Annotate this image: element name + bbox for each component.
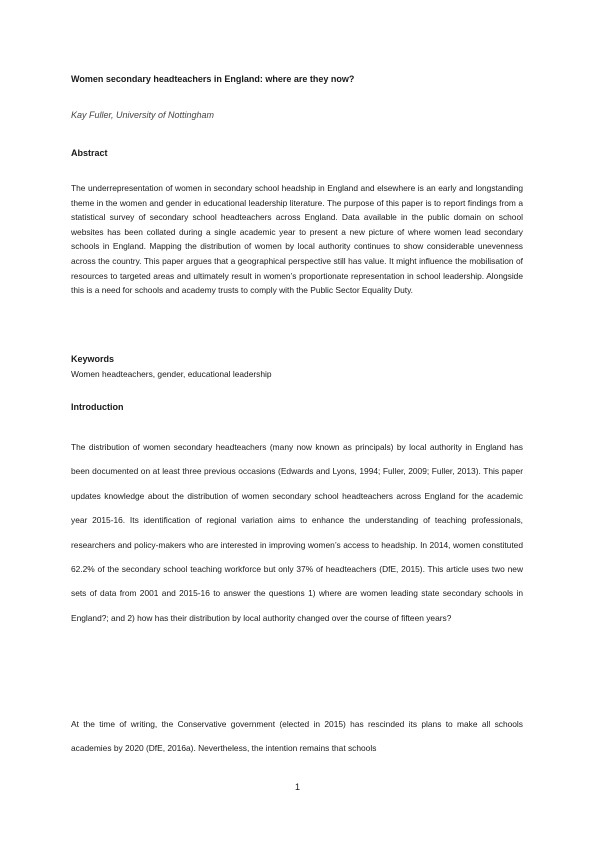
keywords-heading: Keywords [71, 354, 115, 364]
abstract-text: The underrepresentation of women in secondary school headship in England and elsewhere is an early and longstanding theme in the women and gender in educational leadership literature. The purpose of this paper is to report findings from a statistical survey of secondary school headteachers across England. Data available in the public domain on school websites has been collated during a single academic year to present a new picture of where women lead secondary schools in England. Mapping the distribution of women by local authority continues to show considerable unevenness across the country. This paper argues that a geographical perspective still has value. It might influence the mobilisation of resources to targeted areas and ultimately result in women’s proportionate representation in school leadership. Alongside this is a need for schools and academy trusts to comply with the Public Sector Equality Duty. [71, 183, 523, 296]
page-number: 1 [294, 782, 300, 792]
introduction-paragraph-2: At the time of writing, the Conservative government (elected in 2015) has rescinded its plans to make all schools academies by 2020 (DfE, 2016a). Nevertheless, the intention remains that schools [71, 719, 523, 754]
author-line: Kay Fuller, University of Nottingham [71, 110, 215, 120]
paper-title: Women secondary headteachers in England: where are they now? [71, 74, 355, 84]
keywords-text: Women headteachers, gender, educational leadership [71, 369, 272, 379]
introduction-paragraph-1: The distribution of women secondary headteachers (many now known as principals) by local authority in England has been documented on at least three previous occasions (Edwards and Lyons, 1994; Fuller, 2009; Fuller, 2013). This paper updates knowledge about the distribution of women secondary school headteachers across England for the academic year 2015-16. Its identification of regional variation aims to enhance the understanding of teaching professionals, researchers and policy-makers who are interested in improving women’s access to headship. In 2014, women constituted 62.2% of the secondary school teaching workforce but only 37% of headteachers (DfE, 2015). This article uses two new sets of data from 2001 and 2015-16 to answer the questions 1) where are women leading state secondary schools in England?; and 2) how has their distribution by local authority changed over the course of fifteen years? [71, 442, 523, 623]
introduction-heading: Introduction [71, 402, 124, 412]
abstract-heading: Abstract [71, 148, 108, 158]
